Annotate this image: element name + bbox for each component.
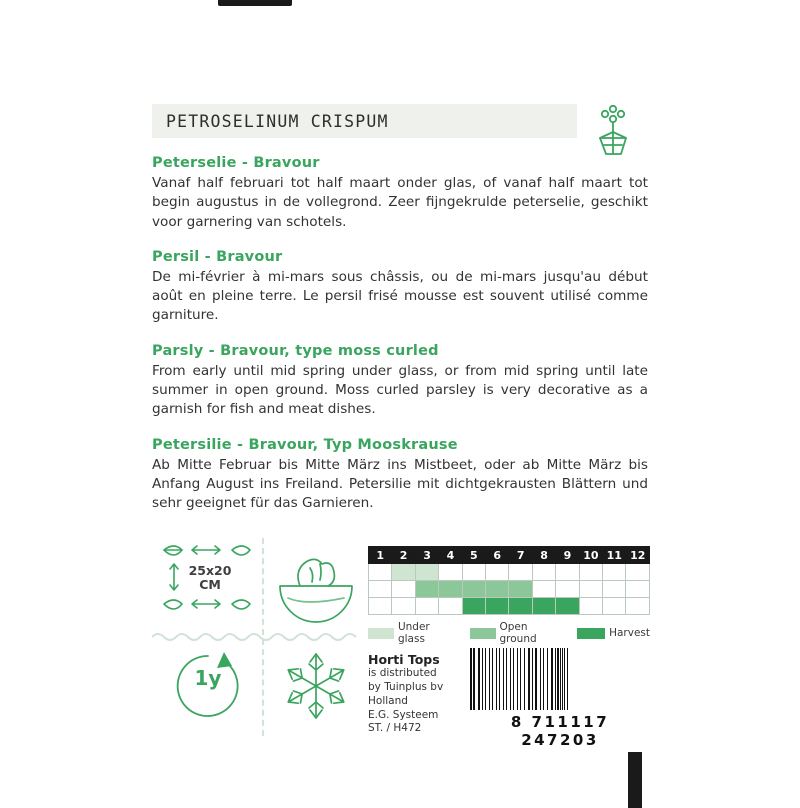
month-header: 12 [626,547,650,564]
calendar-cell-empty [392,581,415,598]
calendar-cell-empty [603,581,626,598]
legend-item-glass [368,621,456,645]
description-block-fr [152,249,652,326]
calendar-cell-harvest [462,598,485,615]
year-label: 1y [194,666,222,690]
calendar-cell-empty [369,598,392,615]
month-header: 7 [509,547,532,564]
calendar-cell-empty [415,598,438,615]
legend-swatch-glass [368,628,394,639]
distributor-line: Holland [368,694,408,707]
calendar-cell-empty [579,564,602,581]
legend-label-ground: Open ground [499,621,537,645]
distributor-line: E.G. Systeem [368,708,439,721]
calendar-cell-ground [486,581,509,598]
calendar-cell-empty [439,564,462,581]
heading-fr: Persil - Bravour [152,248,283,265]
distributor-line: ST. / H472 [368,722,422,735]
legend-swatch-ground [470,628,496,639]
month-header: 4 [439,547,462,564]
latin-name: PETROSELINUM CRISPUM [166,111,389,131]
calendar-cell-harvest [486,598,509,615]
calendar-cell-empty [462,564,485,581]
month-header: 5 [462,547,485,564]
body-nl: Vanaf half februari tot half maart onder glas, of vanaf half maart tot begin augustus in de vollegrond. Zeer fijngekrulde peterselie, geschikt voor garnering van schotels. [152,175,648,230]
calendar-cell-empty [603,598,626,615]
calendar-row [369,581,650,598]
barcode-bars [470,648,650,710]
one-year-icon [162,644,254,728]
calendar-cell-empty [579,598,602,615]
plant-spacing-icon [152,540,262,622]
legend-swatch-harvest [577,628,605,639]
month-header: 6 [486,547,509,564]
legend-item-ground [470,621,564,645]
icon-panel [152,540,362,740]
top-registration-mark [218,0,292,6]
calendar-cell-ground [462,581,485,598]
calendar-cell-glass [392,564,415,581]
calendar-cell-empty [509,564,532,581]
calendar-cell-empty [532,564,555,581]
legend-label-harvest: Harvest [609,627,650,639]
calendar-cell-empty [486,564,509,581]
calendar-row [369,564,650,581]
calendar-cell-ground [439,581,462,598]
body-fr: De mi-février à mi-mars sous châssis, ou de mi-mars jusqu'au début août en pleine terre. Le persil frisé mousse est souvent utilisé comme garniture. [152,268,648,324]
calendar-cell-harvest [509,598,532,615]
month-header: 8 [532,547,555,564]
calendar-cell-ground [509,581,532,598]
calendar-cell-glass [415,564,438,581]
description-block-nl [152,155,652,232]
salad-bowl-icon [270,540,362,626]
distributor-line: is distributed [368,667,437,679]
legend-item-harvest [577,627,650,639]
barcode [470,648,650,749]
month-header: 1 [369,547,392,564]
calendar-row [369,598,650,615]
calendar-cell-empty [532,581,555,598]
calendar-cell-empty [439,598,462,615]
calendar-cell-empty [603,564,626,581]
calendar-cell-empty [626,581,650,598]
body-de: Ab Mitte Februar bis Mitte März ins Mistbeet, oder ab Mitte März bis Anfang August ins Freiland. Petersilie mit dichtgekrausten Blättern und sehr geeignet für das Garnieren. [152,456,648,512]
calendar-cell-empty [556,581,579,598]
month-header: 2 [392,547,415,564]
month-header: 9 [556,547,579,564]
legend-label-glass: Under glass [397,621,430,645]
heading-de: Petersilie - Bravour, Typ Mooskrause [152,436,458,453]
calendar-table [368,546,650,615]
calendar-cell-ground [415,581,438,598]
heading-nl: Peterselie - Bravour [152,155,320,171]
month-header: 11 [603,547,626,564]
description-block-en [152,343,652,420]
month-header: 10 [579,547,602,564]
calendar-cell-empty [556,564,579,581]
spacing-unit: CM [199,577,221,593]
description-content [152,104,652,514]
brand-name: Horti Tops [368,652,440,667]
calendar-cell-empty [626,598,650,615]
calendar-cell-empty [369,581,392,598]
calendar-legend [368,621,650,645]
calendar-cell-empty [579,581,602,598]
body-en: From early until mid spring under glass, or from mid spring until late summer in open ground. Moss curled parsley is very decorative as a garnish for fish and meat dishes. [152,362,648,418]
calendar-cell-empty [626,564,650,581]
calendar-cell-harvest [532,598,555,615]
calendar-cell-harvest [556,598,579,615]
spacing-value: 25x20 [188,563,232,578]
calendar-header-row [369,547,650,564]
snowflake-icon [270,644,362,728]
heading-en: Parsly - Bravour, type moss curled [152,342,439,359]
sowing-calendar [368,546,650,645]
description-block-de [152,437,652,514]
distributor-line: by Tuinplus bv [368,680,444,693]
month-header: 3 [415,547,438,564]
latin-name-bar [152,104,577,138]
barcode-bar [568,648,570,710]
barcode-number: 8 711117 247203 [510,713,610,749]
calendar-cell-empty [392,598,415,615]
spacing-label [178,564,242,593]
calendar-cell-empty [369,564,392,581]
